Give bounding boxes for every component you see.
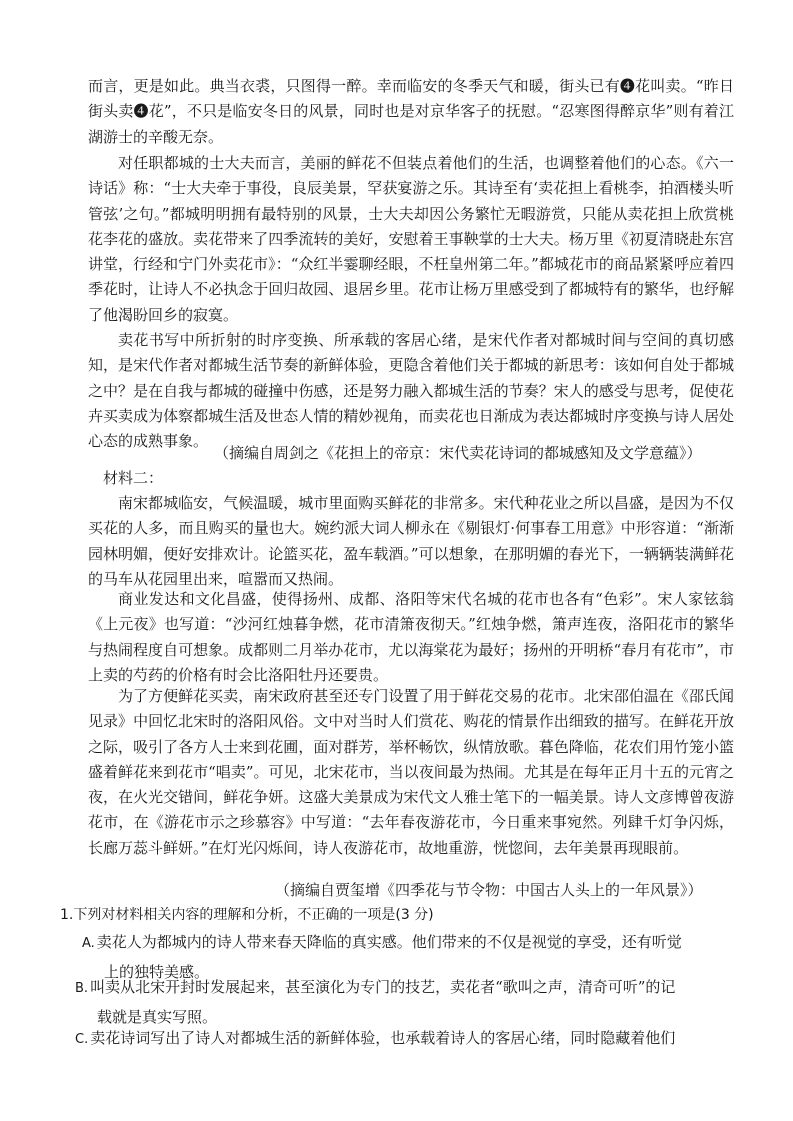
option-a-text-2: 上的独特美感。 [104, 963, 210, 981]
paragraph-3: 卖花书写中所折射的时序变换、所承载的客居心绪，是宋代作者对都城时间与空间的真切感知，是宋代作者对都城生活节奏的新鲜体验，更隐含着他们关于都城的新思考：该如何自处于都城之中？是在自我与都城的碰撞中伤感，还是努力融入都城生活的节奏？宋人的感受与思考，促使花卉买卖成为体察都城生活及世态人情的精妙视角，而卖花也日渐成为表达都城时序变换与诗人居处心态的成熟事象。 [88, 331, 734, 451]
source-citation-1: （摘编自周剑之《花担上的帝京：宋代卖花诗词的都城感知及文学意蕴》） [214, 444, 702, 462]
option-b-letter: B. [75, 981, 89, 996]
option-a-text-1: 卖花人为都城内的诗人带来春天降临的真实感。他们带来的不仅是视觉的享受，还有听觉 [96, 933, 682, 951]
paragraph-2: 对任职都城的士大夫而言，美丽的鲜花不但装点着他们的生活，也调整着他们的心态。《六一诗话》称：“士大夫牵于事役，良辰美景，罕获宴游之乐。其诗至有‘卖花担上看桃李，拍酒楼头听管弦’之句。”都城明明拥有最特别的风景，士大夫却因公务繁忙无暇游赏，只能从卖花担上欣赏桃花李花的盛放。卖花带来了四季流转的美好，安慰着王事鞅掌的士大夫。杨万里《初夏清晓赴东宫讲堂，行经和宁门外卖花市》：“众红半霎聊经眼，不枉皇州第二年。”都城花市的商品紧紧呼应着四季花时，让诗人不必执念于回归故园、退居乡里。花市让杨万里感受到了都城特有的繁华，也纾解了他渴盼回乡的寂寞。 [88, 154, 734, 324]
source-citation-2: （摘编自贾玺增《四季花与节令物：中国古人头上的一年风景》） [275, 881, 703, 899]
option-c [75, 1024, 719, 1054]
option-a-letter: A. [82, 936, 95, 951]
paragraph-5: 商业发达和文化昌盛，使得扬州、成都、洛阳等宋代名城的花市也各有“色彩”。宋人家铉翁《上元夜》也写道：“沙河红烛暮争燃，花市清箫夜彻天。”红烛争燃，箫声连夜，洛阳花市的繁华与热闹程度自可想象。成都则二月举办花市，尤以海棠花为最好；扬州的开明桥“春月有花市”，市上卖的芍药的价格有时会比洛阳牡丹还要贵。 [88, 590, 734, 684]
option-b-text-2: 载就是真实写照。 [97, 1008, 218, 1026]
option-c-letter: C. [75, 1032, 89, 1047]
paragraph-4: 南宋都城临安，气候温暖，城市里面购买鲜花的非常多。宋代种花业之所以昌盛，是因为不仅买花的人多，而且购买的量也大。婉约派大词人柳永在《剔银灯·何事春工用意》中形容道：“渐渐园林明媚，便好安排欢计。论篮买花，盈车载酒。”可以想象，在那明媚的春光下，一辆辆装满鲜花的马车从花园里出来，喧嚣而又热闹。 [88, 494, 734, 588]
material-2-label: 材料二： [103, 469, 164, 487]
paragraph-1: 而言，更是如此。典当衣裘，只图得一醉。幸而临安的冬季天气和暖，街头已有❹花叫卖。“昨日街头卖❹花”，不只是临安冬日的风景，同时也是对京华客子的抚慰。“忍寒图得醉京华”则有着江湖游士的辛酸无奈。 [88, 77, 734, 146]
option-b-text-1: 叫卖从北宋开封时发展起来，甚至演化为专门的技艺，卖花者“歌叫之声，清奇可听”的记 [90, 978, 676, 996]
paragraph-6: 为了方便鲜花买卖，南宋政府甚至还专门设置了用于鲜花交易的花市。北宋邵伯温在《邵氏闻见录》中回忆北宋时的洛阳风俗。文中对当时人们赏花、购花的情景作出细致的描写。在鲜花开放之际，吸引了各方人士来到花圃，面对群芳，举杯畅饮，纵情放歌。暮色降临，花农们用竹笼小篮盛着鲜花来到花市“唱卖”。可见，北宋花市，当以夜间最为热闹。尤其是在每年正月十五的元宵之夜，在火光交错间，鲜花争妍。这盛大美景成为宋代文人雅士笔下的一幅美景。诗人文彦博曾夜游花市，在《游花市示之珍慕容》中写道：“去年春夜游花市，今日重来事宛然。列肆千灯争闪烁，长廊万蕊斗鲜妍。”在灯光闪烁间，诗人夜游花市，故地重游，恍惚间，去年美景再现眼前。 [88, 687, 734, 857]
option-c-text-1: 卖花诗词写出了诗人对都城生活的新鲜体验，也承载着诗人的客居心绪，同时隐藏着他们 [90, 1029, 676, 1047]
question-1-stem: 1.下列对材料相关内容的理解和分析，不正确的一项是(3 分) [60, 907, 434, 923]
